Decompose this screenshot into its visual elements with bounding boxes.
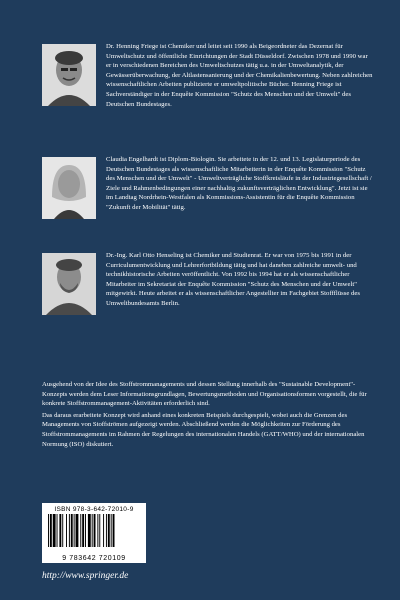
author-bio-henseling	[42, 251, 374, 317]
summary-paragraph: Das daraus erarbeitete Konzept wird anhand eines konkreten Beispiels durchgespielt, wobei auch die Grenzen des Managements von Stoffströmen aufgezeigt werden. Abschließend werden die Möglichkeiten zur Förderung des Stoffstrommanagements im Rahmen der Regelungen des internationalen Handels (GATT/WHO) und der internationalen Normung (ISO) diskutiert.	[42, 411, 365, 448]
author-bio-text: Dr. Henning Friege ist Chemiker und leitet seit 1990 als Beigeordneter das Dezernat für Umweltschutz und öffentliche Einrichtungen der Stadt Düsseldorf. Zwischen 1978 und 1990 war er in verschiedenen Bereichen des Umweltschutzes tätig u.a. in der Umweltanalytik, der Gewässerüberwachung, der Altlastensanierung und der Chemikalienbewertung. Neben zahlreichen wissenschaftlichen Arbeiten publizierte er umweltpolitische Bücher. Henning Friege ist Sachverständiger in der Enquête Kommission "Schutz des Menschen und der Umwelt" des Deutschen Bundestages.	[106, 43, 373, 108]
isbn-barcode	[42, 503, 146, 563]
summary-paragraph: Ausgehend von der Idee des Stoffstrommanagements und dessen Stellung innerhalb des "Sustainable Development"-Konzepts werden dem Leser Informationsgrundlagen, Bewertungsmethoden und Organisationsformen vorgestellt, die für konkrete Stoffstrommanagement-Aktivitäten erforderlich sind.	[42, 381, 367, 408]
isbn-label: ISBN 978-3-642-72010-9	[54, 506, 134, 513]
author-photo-henseling	[42, 253, 96, 315]
author-bio-friege	[42, 42, 374, 109]
author-bio-text: Claudia Engelhardt ist Diplom-Biologin. Sie arbeitete in der 12. und 13. Legislaturperiode des Deutschen Bundestages als wissenschaftliche Mitarbeiterin in der Enquête Kommission "Schutz des Menschen und der Umwelt" - Umweltverträgliche Stoffkreisläufe in der Industriegesellschaft / Ziele und Rahmenbedingungen einer nachhaltig zukunftsverträglichen Entwicklung". Jetzt ist sie im Landtag Nordrhein-Westfalen als Kommissions-Assistentin für die Enquête Kommission "Zukunft der Mobilität" tätig.	[106, 156, 372, 211]
publisher-website[interactable]: http://www.springer.de	[42, 571, 129, 581]
author-bio-text: Dr.-Ing. Karl Otto Henseling ist Chemiker und Studienrat. Er war von 1975 bis 1991 in der Curriculumentwicklung und Lehrerfortbildung tätig und hat daneben zahlreiche umwelt- und technikhistorische Arbeiten veröffentlicht. Von 1992 bis 1994 hat er als wissenschaftlicher Mitarbeiter im Sekretariat der Enquête Kommission "Schutz des Menschen und der Umwelt" mitgewirkt. Heute arbeitet er als wissenschaftlicher Angestellter im Fachgebiet Stoffflüsse des Umweltbundesamts Berlin.	[106, 252, 361, 307]
barcode-digits: 9 783642 720109	[62, 555, 126, 562]
author-photo-engelhardt	[42, 157, 96, 219]
author-bio-engelhardt	[42, 155, 374, 221]
book-summary	[42, 380, 374, 451]
barcode-bars	[46, 514, 142, 554]
author-photo-friege	[42, 44, 96, 106]
